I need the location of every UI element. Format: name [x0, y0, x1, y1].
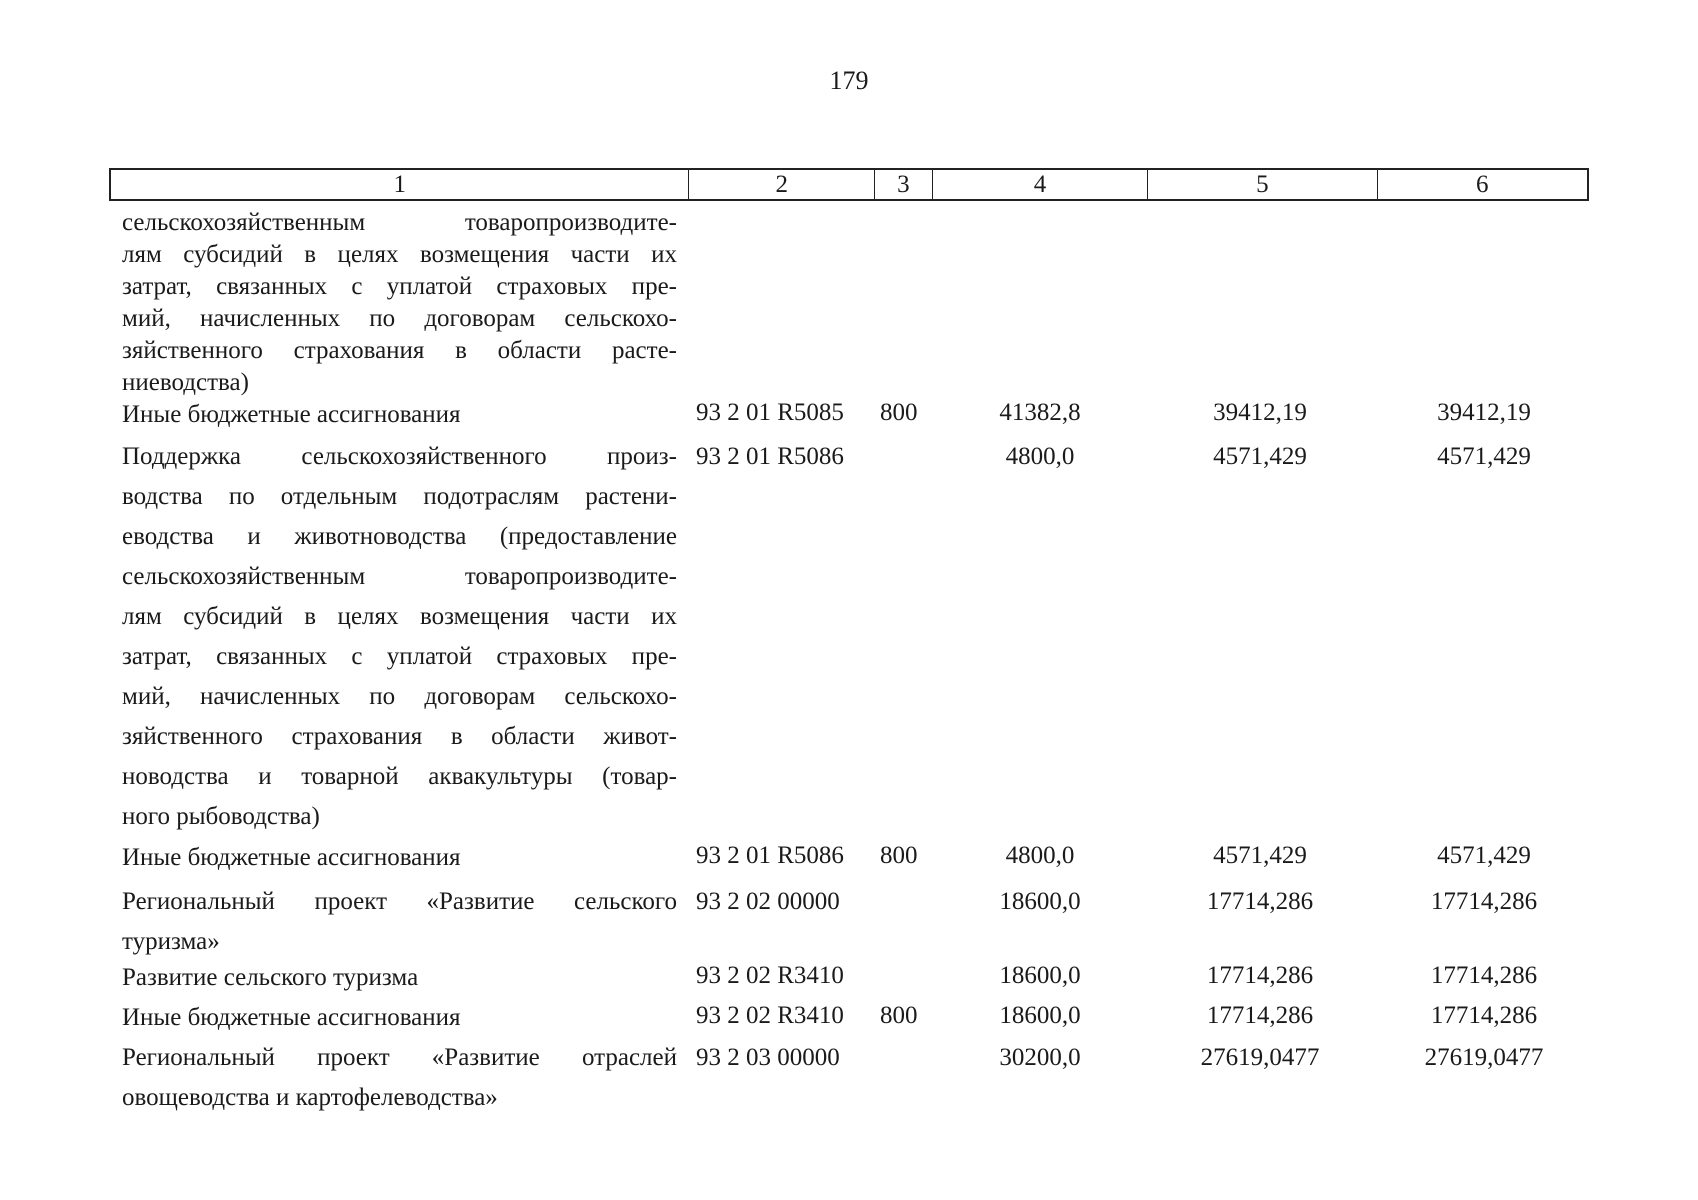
description-line: сельскохозяйственным товаропроизводите- [122, 209, 677, 236]
row-value-6: 4571,429 [1437, 842, 1531, 869]
row-description [122, 1038, 677, 1118]
table-header [109, 168, 1589, 201]
row-value-4: 4800,0 [1005, 443, 1075, 470]
description-line: Иные бюджетные ассигнования [122, 844, 461, 871]
description-line: Иные бюджетные ассигнования [122, 401, 461, 428]
row-value-4: 30200,0 [999, 1044, 1081, 1071]
row-description [122, 437, 677, 837]
header-col-3: 3 [875, 170, 933, 199]
description-line: новодства и товарной аквакультуры (товар- [122, 763, 677, 790]
description-line: еводства и животноводства (предоставление [122, 523, 677, 550]
description-line: лям субсидий в целях возмещения части их [122, 241, 677, 268]
row-value-5: 17714,286 [1206, 962, 1314, 989]
description-line: сельскохозяйственным товаропроизводите- [122, 563, 677, 590]
row-description [122, 207, 677, 399]
row-value-5: 27619,0477 [1200, 1044, 1320, 1071]
description-line: ного рыбоводства) [122, 803, 320, 830]
header-col-4: 4 [933, 170, 1148, 199]
description-line: Развитие сельского туризма [122, 964, 419, 991]
description-line: затрат, связанных с уплатой страховых пре- [122, 643, 677, 670]
row-code: 93 2 01 R5086 [696, 842, 844, 869]
row-type: 800 [880, 399, 918, 426]
description-line: водства по отдельным подотраслям растени- [122, 483, 677, 510]
description-line: мий, начисленных по договорам сельскохо- [122, 305, 677, 332]
row-value-6: 4571,429 [1437, 443, 1531, 470]
row-value-6: 17714,286 [1430, 962, 1538, 989]
row-type: 800 [880, 1002, 918, 1029]
row-value-5: 4571,429 [1213, 443, 1307, 470]
row-value-6: 17714,286 [1430, 1002, 1538, 1029]
row-code: 93 2 02 R3410 [696, 962, 844, 989]
description-line: мий, начисленных по договорам сельскохо- [122, 683, 677, 710]
row-code: 93 2 01 R5086 [696, 443, 844, 470]
row-value-5: 39412,19 [1213, 399, 1307, 426]
page-number: 179 [829, 66, 869, 95]
row-value-4: 18600,0 [999, 1002, 1081, 1029]
header-col-1: 1 [111, 170, 689, 199]
description-line: Региональный проект «Развитие отраслей [122, 1044, 677, 1071]
row-value-4: 4800,0 [1005, 842, 1075, 869]
row-code: 93 2 03 00000 [696, 1044, 840, 1071]
description-line: зяйственного страхования в области расте- [122, 337, 677, 364]
row-value-6: 39412,19 [1437, 399, 1531, 426]
description-line: зяйственного страхования в области живот- [122, 723, 677, 750]
header-col-2: 2 [689, 170, 875, 199]
row-description [122, 842, 677, 874]
row-description [122, 962, 677, 994]
row-value-4: 18600,0 [999, 962, 1081, 989]
description-line: туризма» [122, 928, 220, 955]
row-code: 93 2 02 R3410 [696, 1002, 844, 1029]
description-line: лям субсидий в целях возмещения части их [122, 603, 677, 630]
row-code: 93 2 02 00000 [696, 888, 840, 915]
row-description [122, 1002, 677, 1034]
row-type: 800 [880, 842, 918, 869]
row-value-5: 17714,286 [1206, 888, 1314, 915]
row-description [122, 882, 677, 962]
description-line: Региональный проект «Развитие сельского [122, 888, 677, 915]
header-col-5: 5 [1148, 170, 1377, 199]
description-line: затрат, связанных с уплатой страховых пре- [122, 273, 677, 300]
row-value-4: 18600,0 [999, 888, 1081, 915]
row-value-5: 17714,286 [1206, 1002, 1314, 1029]
description-line: Иные бюджетные ассигнования [122, 1004, 461, 1031]
row-value-6: 27619,0477 [1424, 1044, 1544, 1071]
description-line: Поддержка сельскохозяйственного произ- [122, 443, 677, 470]
header-col-6: 6 [1476, 171, 1489, 198]
description-line: ниеводства) [122, 369, 249, 396]
row-value-4: 41382,8 [999, 399, 1081, 426]
row-value-5: 4571,429 [1213, 842, 1307, 869]
row-description [122, 399, 677, 431]
row-value-6: 17714,286 [1430, 888, 1538, 915]
description-line: овощеводства и картофелеводства» [122, 1084, 498, 1111]
row-code: 93 2 01 R5085 [696, 399, 844, 426]
